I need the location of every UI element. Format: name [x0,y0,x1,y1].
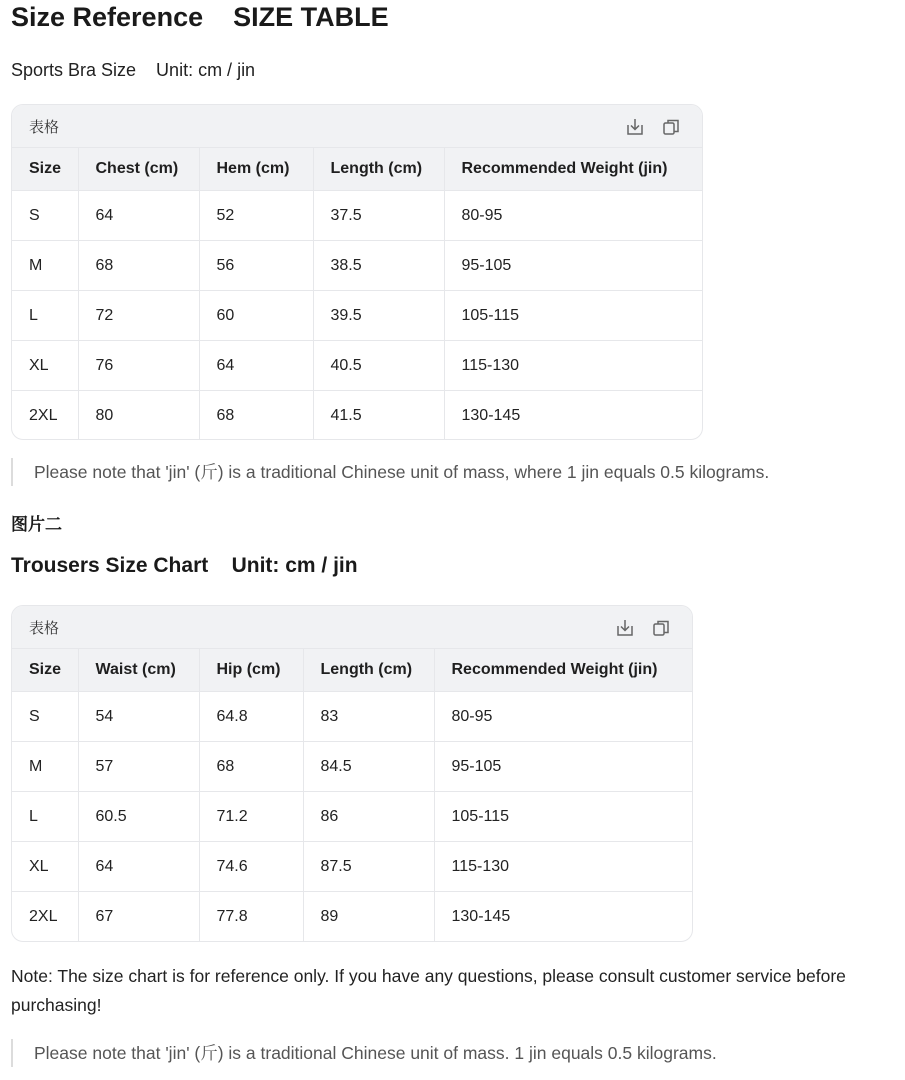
cell-hip: 64.8 [199,692,303,742]
download-icon[interactable] [624,116,646,138]
cell-chest: 72 [78,291,199,341]
trousers-size-table [12,649,692,941]
cell-size: L [12,792,78,842]
cell-length: 38.5 [313,241,444,291]
table-row [12,391,702,441]
cell-size: 2XL [12,892,78,942]
cell-length: 39.5 [313,291,444,341]
cell-chest: 76 [78,341,199,391]
table-row [12,241,702,291]
trousers-table-header-bar [12,606,692,649]
col-header-size: Size [12,148,78,191]
bra-subtitle: Sports Bra Size Unit: cm / jin [11,60,256,80]
col-header-weight: Recommended Weight (jin) [444,148,702,191]
trousers-table-card [11,605,693,942]
table-row [12,742,692,792]
cell-waist: 60.5 [78,792,199,842]
col-header-hem: Hem (cm) [199,148,313,191]
col-header-length: Length (cm) [303,649,434,692]
download-icon[interactable] [614,617,636,639]
cell-hip: 74.6 [199,842,303,892]
col-header-chest: Chest (cm) [78,148,199,191]
cell-size: S [12,191,78,241]
table-row [12,191,702,241]
cell-length: 84.5 [303,742,434,792]
cell-weight: 105-115 [444,291,702,341]
cell-hem: 60 [199,291,313,341]
cell-length: 86 [303,792,434,842]
table-label: 表格 [29,619,60,637]
col-header-weight: Recommended Weight (jin) [434,649,692,692]
bra-table-card [11,104,703,440]
bra-size-table [12,148,702,440]
col-header-length: Length (cm) [313,148,444,191]
cell-length: 89 [303,892,434,942]
cell-size: M [12,742,78,792]
page-heading: Size Reference SIZE TABLE [11,2,389,32]
cell-size: S [12,692,78,742]
purchase-note: Note: The size chart is for reference only. If you have any questions, please consult customer service before purchasing! [11,966,846,1015]
table-row [12,341,702,391]
cell-size: 2XL [12,391,78,441]
bra-jin-note: Please note that 'jin' (斤) is a traditional Chinese unit of mass, where 1 jin equals 0.5 kilograms. [11,458,769,486]
cell-weight: 115-130 [434,842,692,892]
cell-weight: 115-130 [444,341,702,391]
cell-weight: 130-145 [451,907,511,925]
col-header-size: Size [12,649,78,692]
cell-length: 83 [303,692,434,742]
table-row [12,291,702,341]
copy-icon[interactable] [660,116,682,138]
table-header-row [12,148,702,191]
table-row [12,792,692,842]
cell-hip: 71.2 [199,792,303,842]
cell-waist: 54 [78,692,199,742]
cell-weight: 130-145 [461,406,521,424]
bra-table-header-bar [12,105,702,148]
image-two-label: 图片二 [11,515,62,535]
trousers-heading: Trousers Size Chart Unit: cm / jin [11,554,358,577]
table-row [12,892,692,942]
cell-size: L [12,291,78,341]
cell-length: 40.5 [313,341,444,391]
cell-size: M [12,241,78,291]
cell-weight: 80-95 [434,692,692,742]
cell-hip: 68 [199,742,303,792]
cell-waist: 64 [78,842,199,892]
cell-length: 41.5 [313,391,444,441]
cell-chest: 68 [78,241,199,291]
table-label: 表格 [29,118,60,136]
table-row [12,692,692,742]
cell-hip: 77.8 [199,892,303,942]
cell-chest: 64 [78,191,199,241]
trousers-jin-note: Please note that 'jin' (斤) is a traditional Chinese unit of mass. 1 jin equals 0.5 kilograms. [11,1039,717,1067]
cell-hem: 68 [199,391,313,441]
cell-chest: 80 [78,391,199,441]
cell-size: XL [12,341,78,391]
col-header-waist: Waist (cm) [78,649,199,692]
cell-hem: 52 [199,191,313,241]
cell-weight: 95-105 [444,241,702,291]
table-row [12,842,692,892]
cell-weight: 105-115 [434,792,692,842]
cell-hem: 56 [199,241,313,291]
col-header-hip: Hip (cm) [199,649,303,692]
cell-hem: 64 [199,341,313,391]
cell-weight: 95-105 [434,742,692,792]
copy-icon[interactable] [650,617,672,639]
cell-length: 87.5 [303,842,434,892]
cell-waist: 57 [78,742,199,792]
cell-weight: 80-95 [444,191,702,241]
cell-size: XL [12,842,78,892]
cell-waist: 67 [78,892,199,942]
table-header-row [12,649,692,692]
cell-length: 37.5 [313,191,444,241]
